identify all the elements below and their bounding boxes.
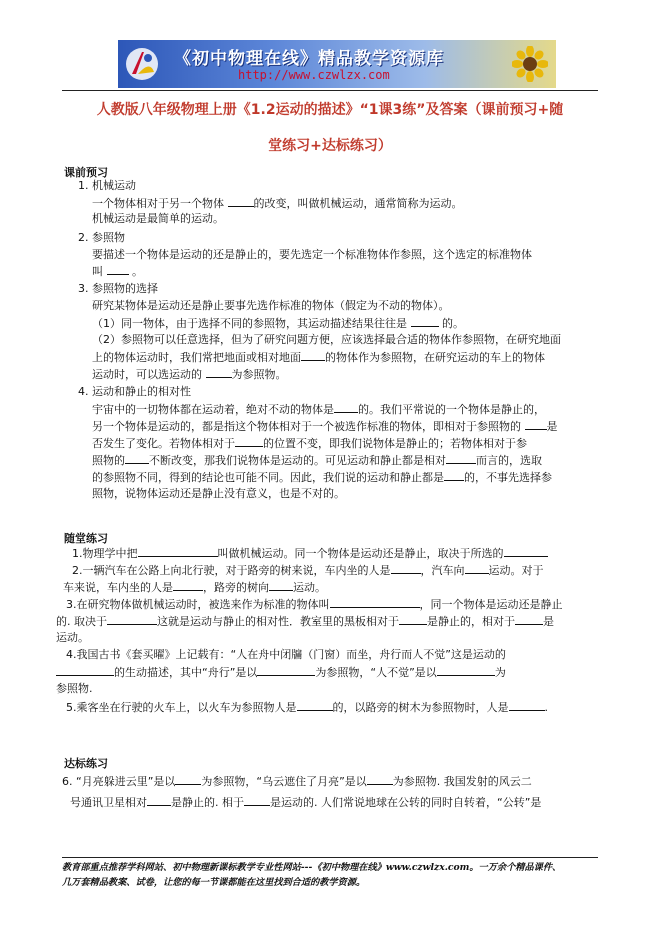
- fill-blank[interactable]: [235, 436, 263, 447]
- item-4-line-5: 的参照物不同，得到的结论也可能不同。因此，我们说的运动和静止都是 的，不事先选择参: [92, 471, 552, 484]
- item-1-label: 1. 机械运动: [78, 179, 136, 192]
- fill-blank[interactable]: [509, 700, 545, 711]
- standard-q6-line-1: 6. “月亮躲进云里”是以 为参照物，“乌云遮住了月亮”是以 为参照物. 我国发射的风云二: [62, 775, 532, 788]
- item-3-label: 3. 参照物的选择: [78, 282, 158, 295]
- item-4-label: 4. 运动和静止的相对性: [78, 385, 191, 398]
- classwork-q2-line-2: 车来说，车内坐的人是 ，路旁的树向 运动。: [63, 581, 326, 594]
- fill-blank[interactable]: [330, 597, 420, 608]
- section-heading-classwork: 随堂练习: [64, 532, 108, 545]
- fill-blank[interactable]: [297, 700, 333, 711]
- fill-blank[interactable]: [391, 563, 421, 574]
- classwork-q3-line-1: 3.在研究物体做机械运动时，被选来作为标准的物体叫 ，同一个物体是运动还是静止: [66, 598, 563, 611]
- site-logo-icon: [124, 46, 160, 82]
- banner-url[interactable]: http://www.czwlzx.com: [238, 68, 390, 82]
- fill-blank[interactable]: [107, 614, 157, 625]
- header-rule: [62, 90, 598, 91]
- item-2-line-2: 叫 。: [92, 265, 143, 278]
- item-3-line-2: （1）同一物体，由于选择不同的参照物，其运动描述结果往往是 的。: [92, 317, 464, 330]
- fill-blank[interactable]: [444, 470, 464, 481]
- fill-blank[interactable]: [206, 367, 232, 378]
- classwork-q5: 5.乘客坐在行驶的火车上，以火车为参照物人是 的，以路旁的树木为参照物时，人是 .: [66, 701, 548, 714]
- classwork-q3-line-3: 运动。: [56, 631, 89, 644]
- fill-blank[interactable]: [515, 614, 543, 625]
- classwork-q3-line-2: 的. 取决于 这就是运动与静止的相对性．教室里的黑板相对于 是静止的，相对于 是: [56, 615, 554, 628]
- fill-blank[interactable]: [175, 774, 201, 785]
- footer-rule: [62, 857, 598, 858]
- fill-blank[interactable]: [56, 665, 114, 676]
- fill-blank[interactable]: [525, 419, 547, 430]
- section-heading-preview: 课前预习: [64, 166, 108, 179]
- fill-blank[interactable]: [173, 580, 203, 591]
- item-4-line-3: 否发生了变化。若物体相对于 的位置不变，即我们说物体是静止的；若物体相对于参: [92, 437, 527, 450]
- item-2-label: 2. 参照物: [78, 231, 125, 244]
- fill-blank[interactable]: [437, 665, 495, 676]
- item-3-line-1: 研究某物体是运动还是静止要事先选作标准的物体（假定为不动的物体）。: [92, 299, 450, 312]
- banner-title: 《初中物理在线》精品教学资源库: [174, 49, 444, 69]
- footer-line-1: 教育部重点推荐学科网站、初中物理新课标教学专业性网站---《初中物理在线》www.czwlzx.com。一万余个精品课件、: [62, 862, 562, 873]
- classwork-q1: 1.物理学中把 叫做机械运动。同一个物体是运动还是静止，取决于所选的: [72, 546, 548, 561]
- classwork-q4-line-3: 参照物.: [56, 682, 93, 695]
- item-2-line-1: 要描述一个物体是运动的还是静止的，要先选定一个标准物体作参照，这个选定的标准物体: [92, 248, 532, 261]
- fill-blank[interactable]: [301, 350, 325, 361]
- fill-blank[interactable]: [138, 546, 218, 557]
- sunflower-icon: [512, 46, 548, 82]
- item-4-line-4: 照物的 不断改变，那我们说物体是运动的。可见运动和静止都是相对 而言的，选取: [92, 454, 542, 467]
- fill-blank[interactable]: [244, 795, 270, 806]
- item-1-line-1: 一个物体相对于另一个物体 的改变，叫做机械运动，通常简称为运动。: [92, 197, 463, 210]
- classwork-q4-line-2: 的生动描述，其中“舟行”是以 为参照物，“人不觉”是以 为: [56, 665, 506, 680]
- classwork-q2-line-1: 2.一辆汽车在公路上向北行驶，对于路旁的树来说，车内坐的人是 ，汽车向 运动。对于: [72, 564, 544, 577]
- document-title-line-2: 堂练习+达标练习）: [268, 138, 392, 154]
- fill-blank[interactable]: [367, 774, 393, 785]
- item-3-line-5: 运动时，可以选运动的 为参照物。: [92, 368, 287, 381]
- fill-blank[interactable]: [125, 453, 149, 464]
- fill-blank[interactable]: [411, 316, 439, 327]
- standard-q6-line-2: 号通讯卫星相对 是静止的. 相于 是运动的. 人们常说地球在公转的同时自转着，“公转”是: [70, 796, 542, 809]
- fill-blank[interactable]: [465, 563, 489, 574]
- fill-blank[interactable]: [147, 795, 171, 806]
- document-title-line-1: 人教版八年级物理上册《1.2运动的描述》“1课3练”及答案（课前预习+随: [96, 102, 564, 118]
- item-4-line-6: 照物，说物体运动还是静止没有意义，也是不对的。: [92, 487, 345, 500]
- fill-blank[interactable]: [228, 196, 254, 207]
- item-4-line-2: 另一个物体是运动的，都是指这个物体相对于一个被选作标准的物体，即相对于参照物的 是: [92, 420, 558, 433]
- fill-blank[interactable]: [504, 546, 548, 557]
- item-4-line-1: 宇宙中的一切物体都在运动着，绝对不动的物体是 的。我们平常说的一个物体是静止的，: [92, 403, 545, 416]
- fill-blank[interactable]: [399, 614, 427, 625]
- section-heading-standard: 达标练习: [64, 757, 108, 770]
- item-3-line-3: （2）参照物可以任意选择，但为了研究问题方便，应该选择最合适的物体作参照物，在研究地面: [92, 333, 561, 346]
- footer-line-2: 几万套精品教案、试卷，让您的每一节课都能在这里找到合适的教学资源。: [62, 877, 366, 888]
- fill-blank[interactable]: [334, 402, 358, 413]
- fill-blank[interactable]: [107, 264, 129, 275]
- site-banner: [118, 40, 556, 88]
- fill-blank[interactable]: [269, 580, 293, 591]
- item-3-line-4: 上的物体运动时，我们常把地面或相对地面 的物体作为参照物，在研究运动的车上的物体: [92, 351, 545, 364]
- fill-blank[interactable]: [257, 665, 315, 676]
- classwork-q4-line-1: 4.我国古书《套买曜》上记载有：“人在舟中闭牖（门窗）而坐，舟行而人不觉”这是运动的: [66, 648, 506, 661]
- fill-blank[interactable]: [446, 453, 476, 464]
- item-1-line-2: 机械运动是最简单的运动。: [92, 212, 224, 225]
